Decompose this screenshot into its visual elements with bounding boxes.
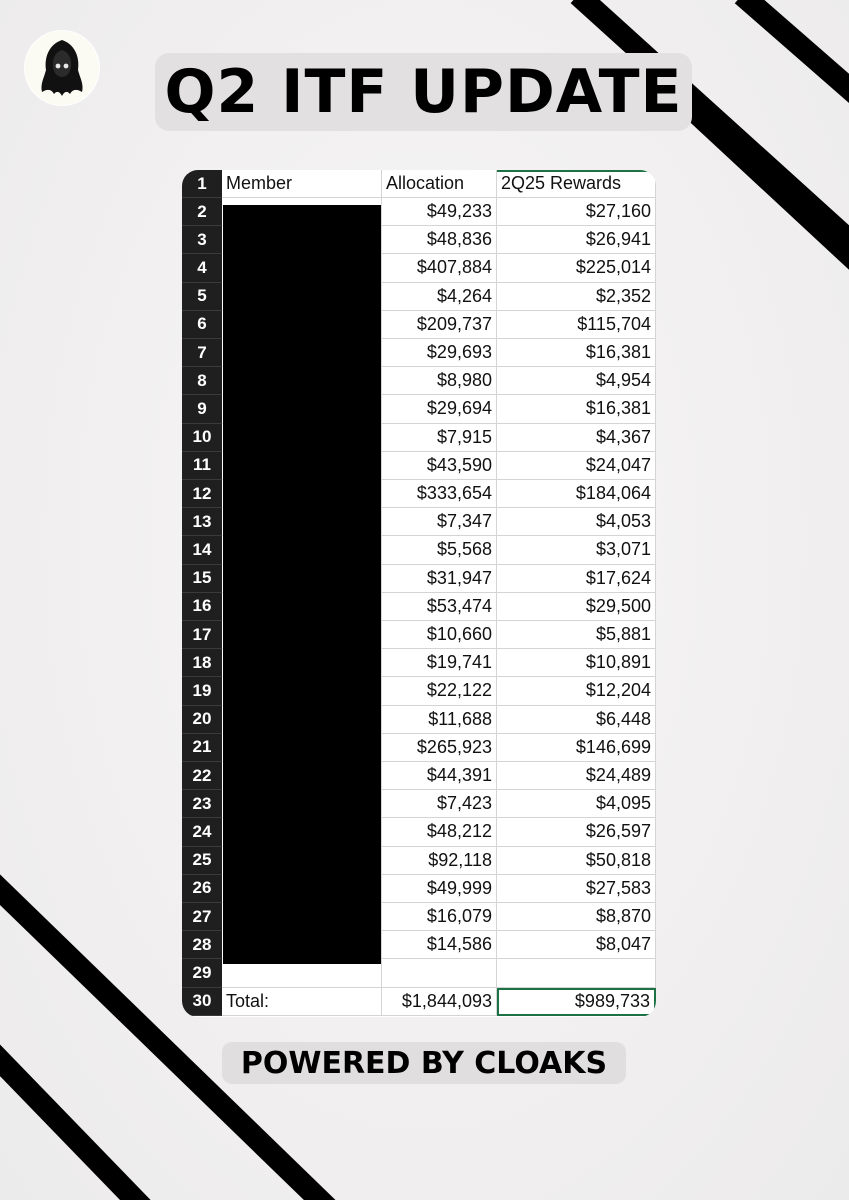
cell-rewards[interactable]: $184,064 [497, 480, 656, 508]
cell-rewards[interactable]: $26,597 [497, 818, 656, 846]
cell-allocation[interactable]: $29,694 [382, 395, 497, 423]
row-number: 30 [182, 988, 222, 1016]
row-number: 19 [182, 677, 222, 705]
cell-rewards[interactable]: $10,891 [497, 649, 656, 677]
stripe-bottom-left-2 [0, 1050, 145, 1200]
cell-allocation[interactable]: $11,688 [382, 706, 497, 734]
row-number: 27 [182, 903, 222, 931]
cloaks-logo [24, 30, 100, 106]
cell-rewards[interactable]: $115,704 [497, 311, 656, 339]
row-number: 4 [182, 254, 222, 282]
cell-allocation[interactable]: $8,980 [382, 367, 497, 395]
column-header-rewards[interactable]: 2Q25 Rewards [497, 170, 656, 198]
cell-allocation[interactable]: $44,391 [382, 762, 497, 790]
cell-rewards[interactable]: $24,047 [497, 452, 656, 480]
cell-allocation[interactable]: $7,915 [382, 424, 497, 452]
row-number: 15 [182, 565, 222, 593]
spreadsheet [182, 170, 656, 1017]
cell-allocation[interactable]: $209,737 [382, 311, 497, 339]
column-header-member[interactable]: Member [222, 170, 382, 198]
row-number: 12 [182, 480, 222, 508]
stripe-top-right-2 [742, 0, 849, 98]
total-allocation[interactable]: $1,844,093 [382, 988, 497, 1016]
cell-allocation[interactable]: $92,118 [382, 847, 497, 875]
page-title: Q2 ITF UPDATE [164, 57, 683, 127]
row-number: 13 [182, 508, 222, 536]
cell-rewards[interactable]: $50,818 [497, 847, 656, 875]
cell-allocation[interactable]: $48,212 [382, 818, 497, 846]
cell-rewards[interactable]: $27,583 [497, 875, 656, 903]
row-number: 11 [182, 452, 222, 480]
cell-allocation[interactable]: $48,836 [382, 226, 497, 254]
cell-allocation[interactable]: $265,923 [382, 734, 497, 762]
column-header-allocation[interactable]: Allocation [382, 170, 497, 198]
row-number: 21 [182, 734, 222, 762]
cell-rewards[interactable] [497, 959, 656, 987]
footer-banner [222, 1042, 626, 1084]
cell-rewards[interactable]: $27,160 [497, 198, 656, 226]
footer-text: POWERED BY CLOAKS [240, 1045, 608, 1081]
cell-rewards[interactable]: $4,954 [497, 367, 656, 395]
cell-allocation[interactable]: $10,660 [382, 621, 497, 649]
cell-allocation[interactable]: $14,586 [382, 931, 497, 959]
cell-allocation[interactable]: $43,590 [382, 452, 497, 480]
cell-rewards[interactable]: $225,014 [497, 254, 656, 282]
cell-allocation[interactable]: $333,654 [382, 480, 497, 508]
cell-rewards[interactable]: $8,870 [497, 903, 656, 931]
redacted-member-names [223, 205, 381, 964]
cell-rewards[interactable]: $4,367 [497, 424, 656, 452]
cell-allocation[interactable]: $5,568 [382, 536, 497, 564]
title-banner [155, 53, 692, 131]
row-number: 9 [182, 395, 222, 423]
row-number: 29 [182, 959, 222, 987]
hooded-cloak-figure-icon [24, 30, 100, 106]
row-number: 28 [182, 931, 222, 959]
row-number: 25 [182, 847, 222, 875]
cell-rewards[interactable]: $6,448 [497, 706, 656, 734]
row-number: 22 [182, 762, 222, 790]
cell-allocation[interactable]: $49,233 [382, 198, 497, 226]
cell-allocation[interactable]: $4,264 [382, 283, 497, 311]
cell-allocation[interactable]: $49,999 [382, 875, 497, 903]
cell-rewards[interactable]: $17,624 [497, 565, 656, 593]
cell-rewards[interactable]: $24,489 [497, 762, 656, 790]
cell-rewards[interactable]: $29,500 [497, 593, 656, 621]
cell-allocation[interactable]: $53,474 [382, 593, 497, 621]
total-rewards[interactable]: $989,733 [497, 988, 656, 1016]
cell-allocation[interactable]: $22,122 [382, 677, 497, 705]
row-number: 10 [182, 424, 222, 452]
cell-rewards[interactable]: $146,699 [497, 734, 656, 762]
cell-rewards[interactable]: $2,352 [497, 283, 656, 311]
row-number: 5 [182, 283, 222, 311]
row-number: 2 [182, 198, 222, 226]
row-number: 6 [182, 311, 222, 339]
cell-rewards[interactable]: $12,204 [497, 677, 656, 705]
row-number: 18 [182, 649, 222, 677]
cell-rewards[interactable]: $16,381 [497, 395, 656, 423]
row-number: 1 [182, 170, 222, 198]
row-number: 23 [182, 790, 222, 818]
cell-rewards[interactable]: $26,941 [497, 226, 656, 254]
row-number: 17 [182, 621, 222, 649]
cell-allocation[interactable]: $7,423 [382, 790, 497, 818]
cell-rewards[interactable]: $3,071 [497, 536, 656, 564]
cell-allocation[interactable]: $31,947 [382, 565, 497, 593]
cell-allocation[interactable]: $16,079 [382, 903, 497, 931]
cell-allocation[interactable]: $7,347 [382, 508, 497, 536]
row-number: 24 [182, 818, 222, 846]
row-number: 20 [182, 706, 222, 734]
row-number: 8 [182, 367, 222, 395]
cell-rewards[interactable]: $5,881 [497, 621, 656, 649]
row-number: 26 [182, 875, 222, 903]
cell-rewards[interactable]: $16,381 [497, 339, 656, 367]
cell-rewards[interactable]: $4,095 [497, 790, 656, 818]
cell-rewards[interactable]: $4,053 [497, 508, 656, 536]
total-label[interactable]: Total: [222, 988, 382, 1016]
cell-rewards[interactable]: $8,047 [497, 931, 656, 959]
row-number: 7 [182, 339, 222, 367]
row-number: 14 [182, 536, 222, 564]
row-number: 3 [182, 226, 222, 254]
cell-allocation[interactable]: $29,693 [382, 339, 497, 367]
stripe-top-right-3 [693, 110, 849, 265]
row-number: 16 [182, 593, 222, 621]
cell-allocation[interactable]: $19,741 [382, 649, 497, 677]
cell-allocation[interactable] [382, 959, 497, 987]
cell-allocation[interactable]: $407,884 [382, 254, 497, 282]
